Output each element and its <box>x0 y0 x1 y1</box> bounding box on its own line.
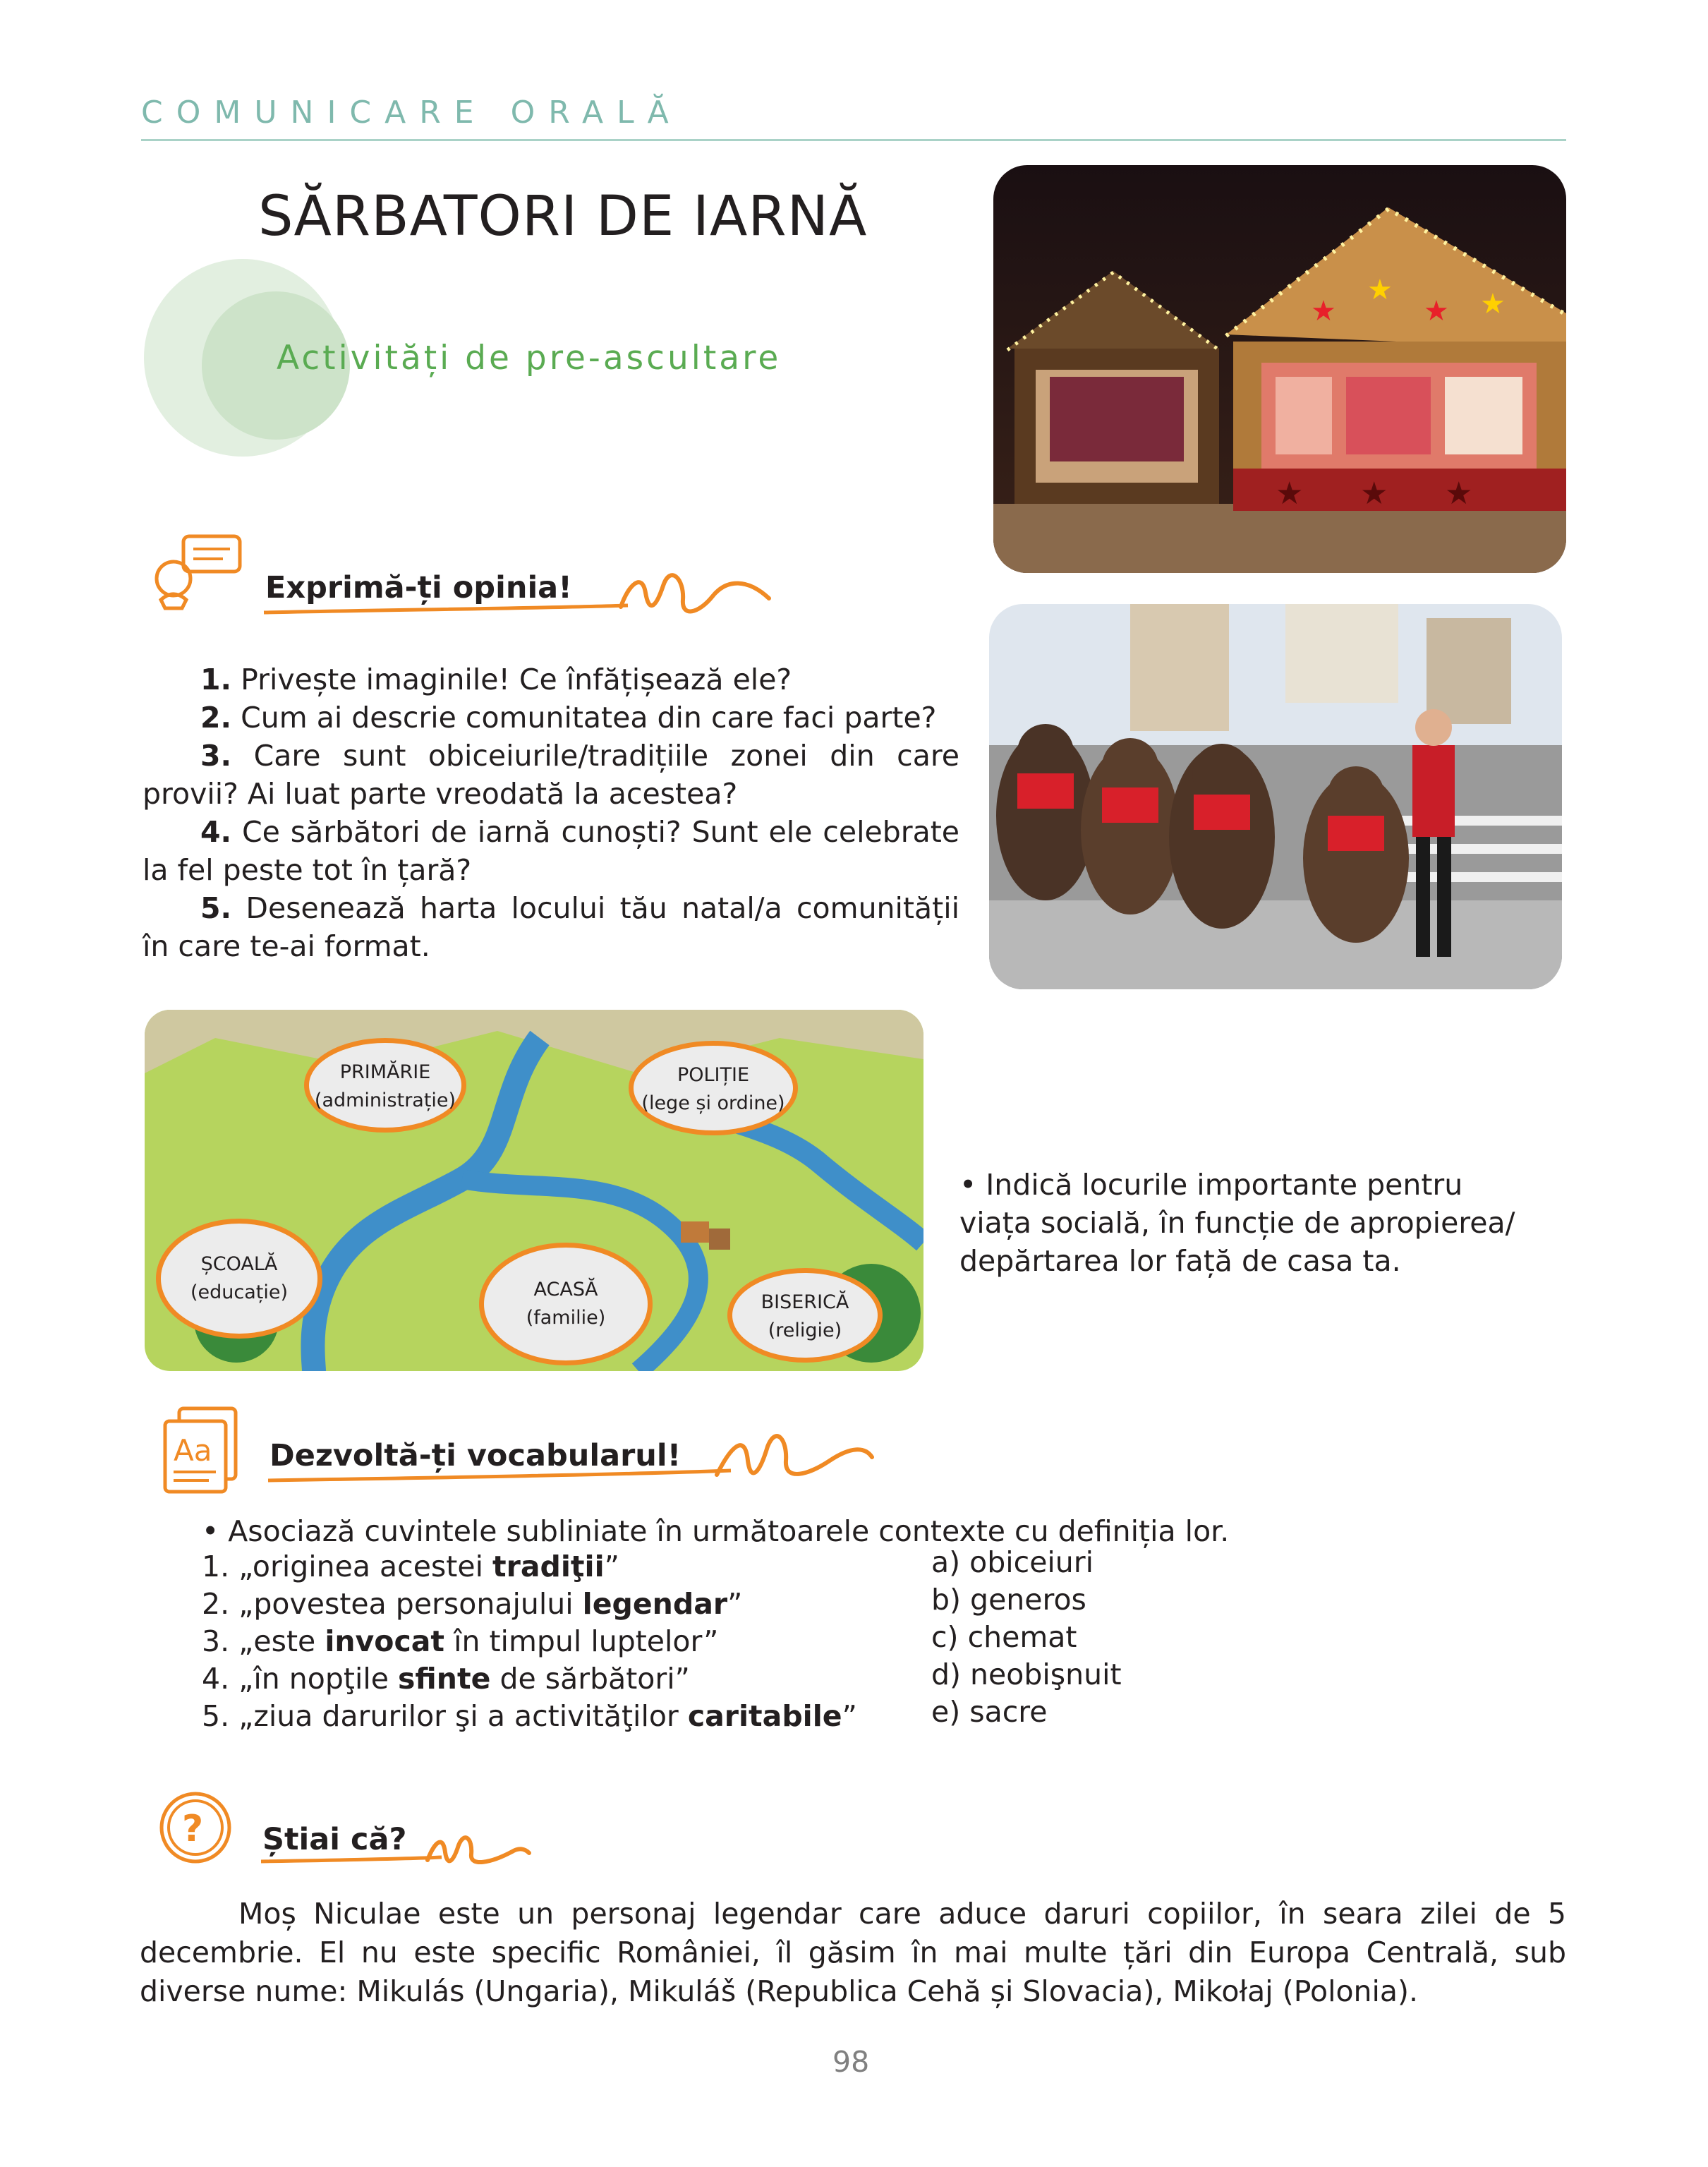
svg-text:★: ★ <box>1424 295 1449 327</box>
svg-text:★: ★ <box>1445 476 1473 512</box>
definition-item: e) sacre <box>931 1695 1048 1729</box>
question-item: 5. Desenează harta locului tău natal/a comunității în care te-ai format. <box>143 891 959 963</box>
bear-parade-illustration <box>989 604 1562 989</box>
page-title: SĂRBATORI DE IARNĂ <box>258 185 868 248</box>
question-item: 2. Cum ai descrie comunitatea din care faci parte? <box>200 701 937 735</box>
definition-item: c) chemat <box>931 1620 1077 1654</box>
vocabulary-item: 1. „originea acestei tradiţii” <box>202 1550 619 1583</box>
map-label-biserica: BISERICĂ (religie) <box>727 1268 883 1363</box>
question-mark-icon <box>157 1789 234 1866</box>
question-item: 3. Care sunt obiceiurile/tradițiile zonei din care provii? Ai luat parte vreodată la acestea? <box>143 739 959 811</box>
heading-underline-squiggle <box>258 1821 533 1877</box>
map-label-acasa: ACASĂ (familie) <box>479 1243 653 1365</box>
question-item: 4. Ce sărbători de iarnă cunoști? Sunt ele celebrate la fel peste tot în țară? <box>143 815 959 887</box>
vocabulary-item: 5. „ziua darurilor şi a activităţilor caritabile” <box>202 1699 857 1733</box>
page-number: 98 <box>832 2045 870 2079</box>
community-map <box>145 1010 923 1371</box>
definition-item: b) generos <box>931 1583 1086 1617</box>
section-heading-opinion: Exprimă-ți opinia! <box>265 570 572 605</box>
svg-text:★: ★ <box>1367 274 1393 306</box>
vocabulary-item: 3. „este invocat în timpul luptelor” <box>202 1624 719 1658</box>
map-label-scoala: ȘCOALĂ (educație) <box>156 1219 322 1339</box>
heading-underline-squiggle <box>265 1418 879 1496</box>
vocabulary-instruction: • Asociază cuvintele subliniate în următoarele contexte cu definiția lor. <box>202 1514 1230 1548</box>
svg-text:?: ? <box>182 1808 204 1850</box>
map-label-primarie: PRIMĂRIE (administrație) <box>304 1038 466 1133</box>
vocabulary-item: 2. „povestea personajului legendar” <box>202 1587 743 1621</box>
christmas-market-photo <box>993 165 1566 573</box>
opinion-questions <box>143 660 959 965</box>
svg-text:Aa: Aa <box>174 1433 212 1468</box>
definition-item: d) neobişnuit <box>931 1658 1122 1691</box>
bear-parade-photo <box>989 604 1562 989</box>
vocabulary-icon <box>159 1406 244 1497</box>
vocabulary-definitions <box>931 1544 1213 1731</box>
speech-bubble-icon <box>147 529 246 614</box>
page-subtitle: Activități de pre-ascultare <box>277 339 782 378</box>
section-heading-vocabulary: Dezvoltă-ți vocabularul! <box>269 1438 682 1473</box>
map-instruction: • Indică locurile importante pentru viața socială, în funcție de apropierea/ depărtarea lor față de casa ta. <box>959 1168 1515 1278</box>
svg-text:★: ★ <box>1276 476 1304 512</box>
section-header: COMUNICARE ORALĂ <box>141 95 682 131</box>
vocabulary-item: 4. „în nopţile sfinte de sărbători” <box>202 1662 690 1696</box>
vocabulary-contexts <box>202 1548 907 1735</box>
section-heading-did-you-know: Știai că? <box>262 1822 407 1857</box>
header-rule <box>141 139 1566 141</box>
heading-underline-squiggle <box>261 565 783 628</box>
question-item: 1. Privește imaginile! Ce înfățișează ele? <box>200 663 792 696</box>
did-you-know-text: Moș Niculae este un personaj legendar care aduce daruri copiilor, în seara zilei de 5 decembrie. El nu este specific României, îl găsim în mai multe țări din Europa Centrală, sub diverse nume: Mikulás (Ungaria), Mikuláš (Republica Cehă și Slovacia), Mikołaj (Polonia). <box>140 1897 1566 2008</box>
svg-text:★: ★ <box>1360 476 1388 512</box>
svg-text:★: ★ <box>1311 295 1336 327</box>
map-label-politie: POLIȚIE (lege și ordine) <box>629 1041 798 1135</box>
christmas-market-illustration <box>993 165 1566 573</box>
definition-item: a) obiceiuri <box>931 1545 1094 1579</box>
svg-text:★: ★ <box>1480 288 1506 320</box>
